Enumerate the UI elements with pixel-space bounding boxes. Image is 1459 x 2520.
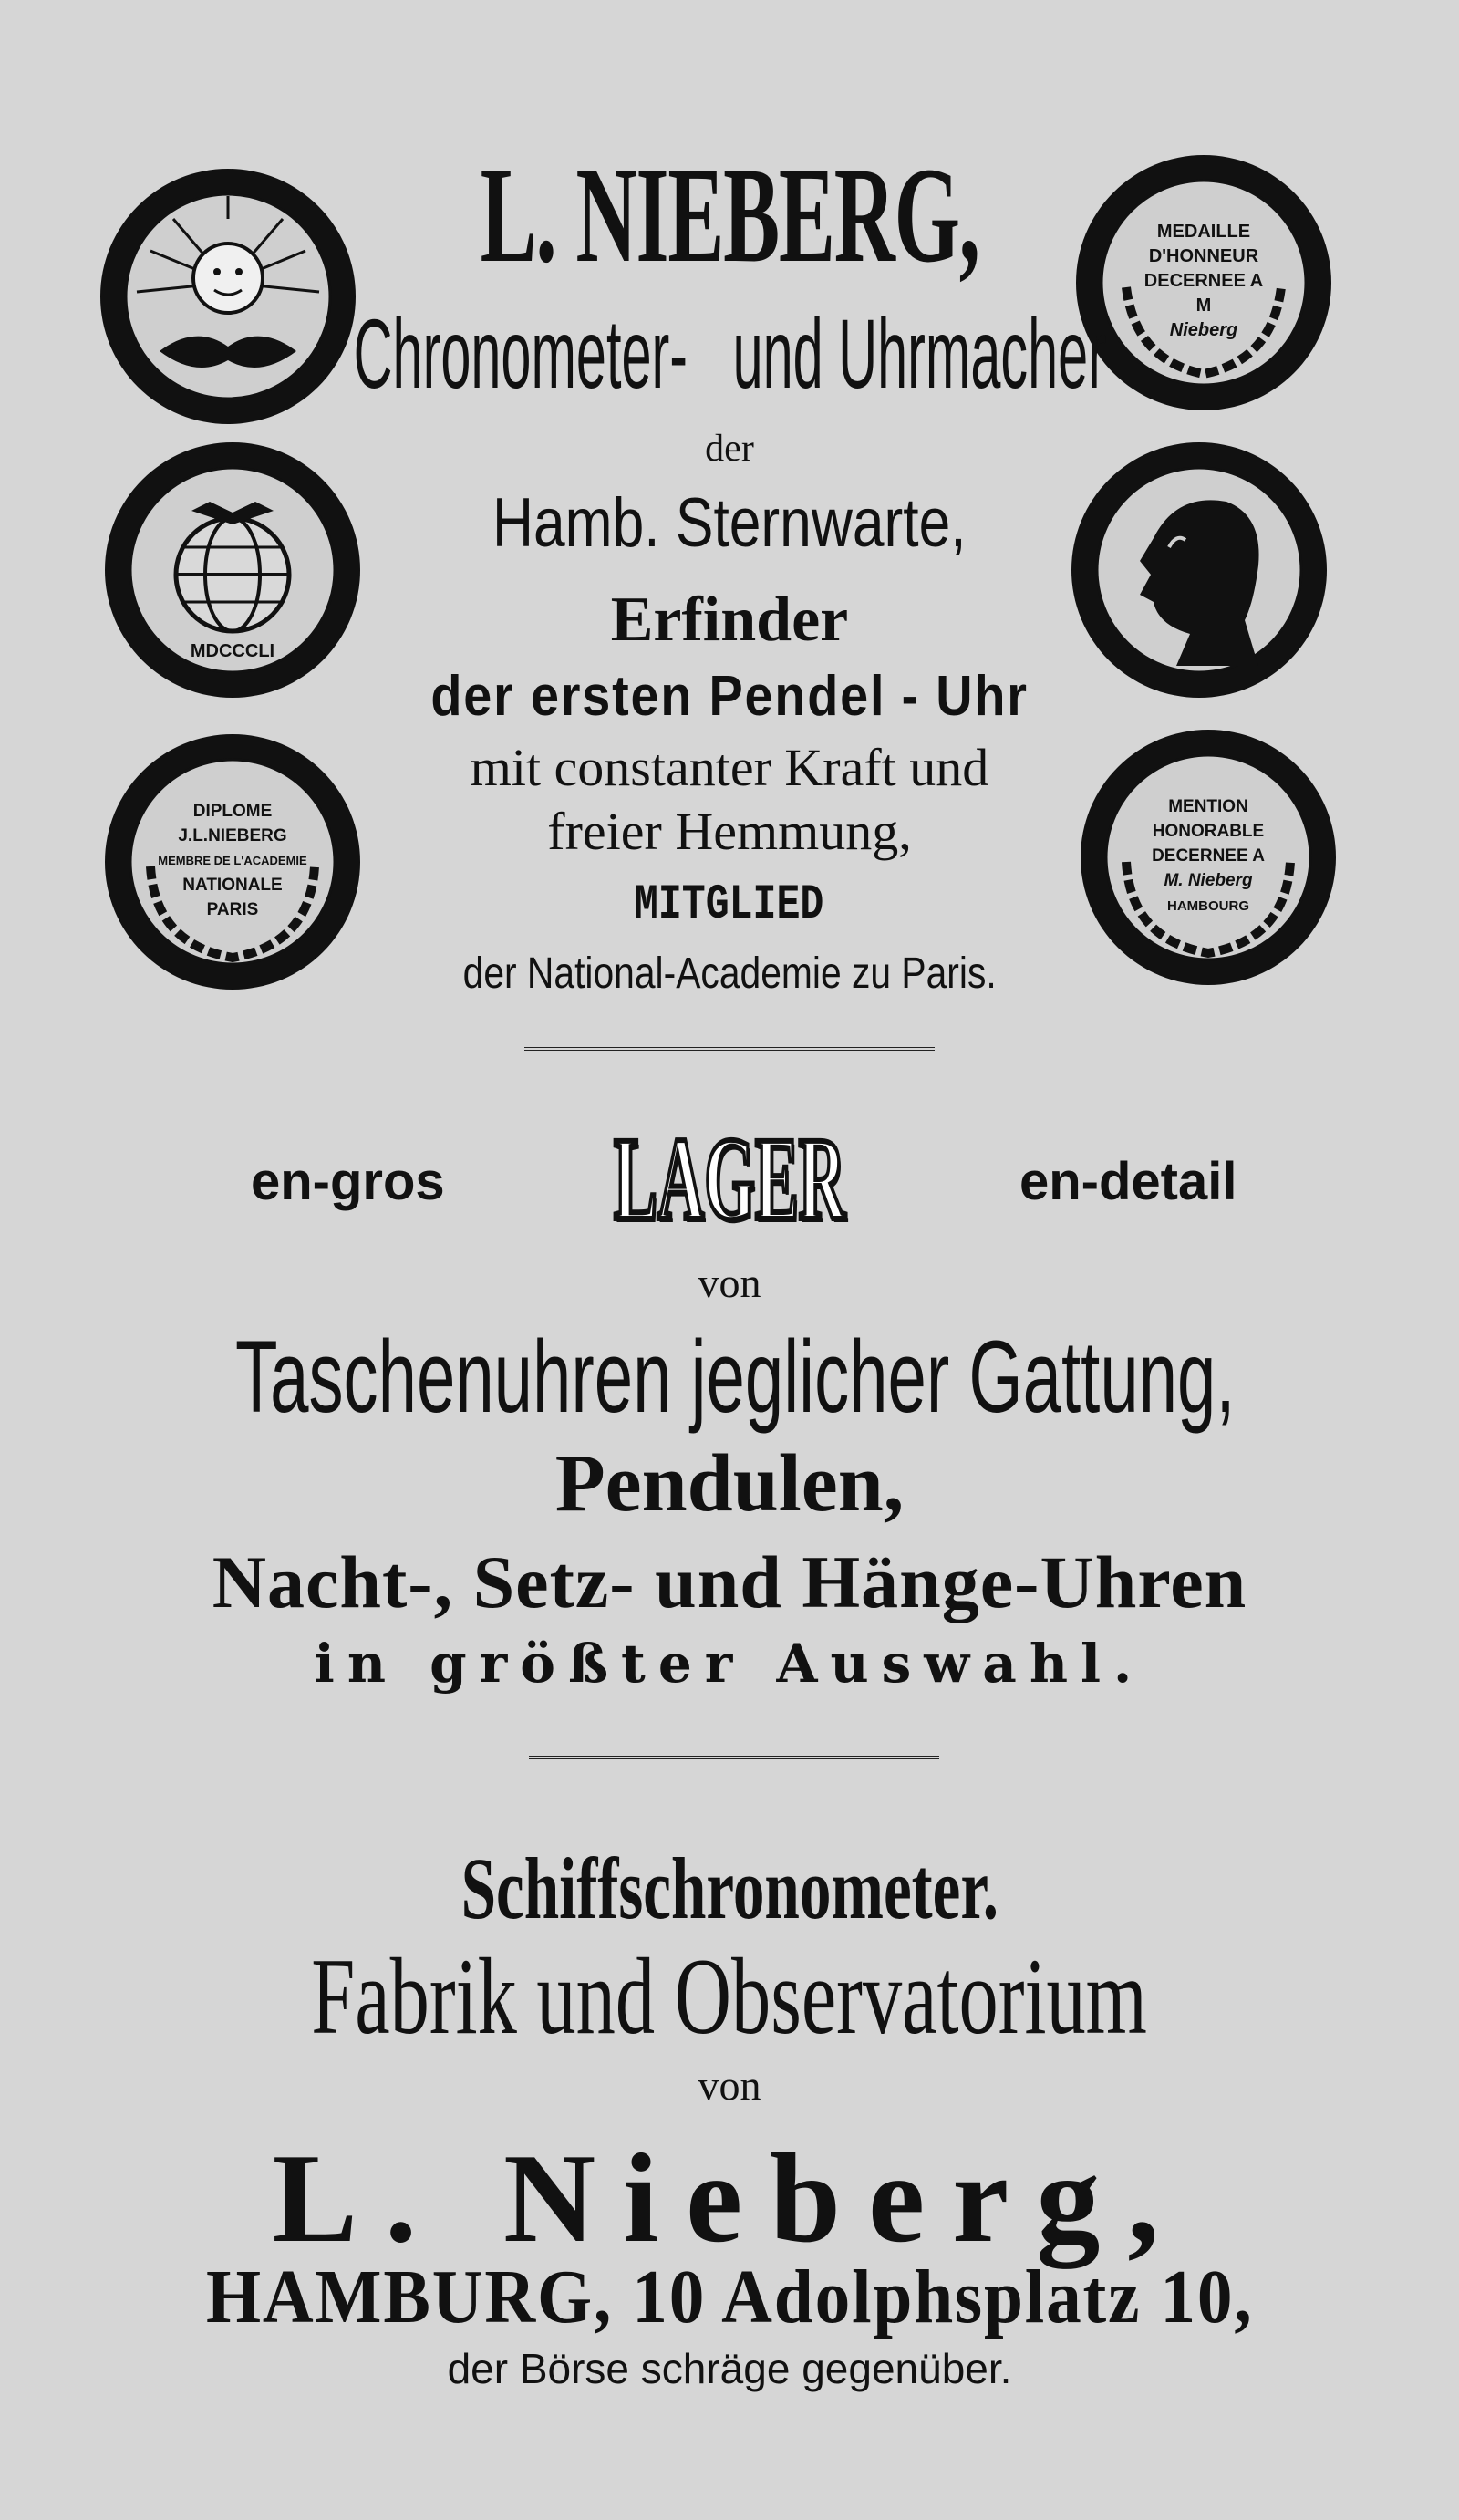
location-note: der Börse schräge gegenüber.: [447, 2345, 1012, 2392]
svg-text:MDCCCLI: MDCCCLI: [190, 641, 275, 661]
svg-text:DECERNEE A: DECERNEE A: [1152, 846, 1265, 866]
svg-text:J.L.NIEBERG: J.L.NIEBERG: [178, 826, 287, 845]
der-text: der: [705, 428, 754, 470]
schiffschronometer-heading: Schiffschronometer.: [460, 1840, 999, 1937]
firm-title: L. NIEBERG,: [480, 140, 979, 291]
en-gros-label: en-gros: [251, 1152, 445, 1211]
firm-name: L. Nieberg,: [272, 2128, 1187, 2269]
constant-text: mit constanter Kraft und: [470, 738, 989, 797]
taschenuhren-text: Taschenuhren jeglicher Gattung,: [235, 1320, 1236, 1434]
svg-text:HONORABLE: HONORABLE: [1152, 822, 1265, 841]
divider-top: [524, 1047, 935, 1051]
sternwarte-text: Hamb. Sternwarte,: [492, 484, 967, 562]
svg-text:PARIS: PARIS: [206, 900, 259, 919]
svg-text:NATIONALE: NATIONALE: [182, 876, 283, 895]
lager-heading: LAGER: [613, 1114, 846, 1245]
globe-eagle-medal-icon: [100, 438, 365, 702]
pendulen-text: Pendulen,: [554, 1438, 905, 1529]
address: HAMBURG, 10 Adolphsplatz 10,: [205, 2255, 1254, 2339]
svg-text:M: M: [1195, 296, 1212, 316]
academie-text: der National-Academie zu Paris.: [462, 949, 997, 998]
svg-text:MEMBRE DE L'ACADEMIE: MEMBRE DE L'ACADEMIE: [158, 854, 307, 867]
divider-bottom: [529, 1756, 939, 1759]
von-text-footer: von: [698, 2062, 761, 2109]
erfinder-heading: Erfinder: [610, 585, 849, 655]
von-text: von: [698, 1260, 761, 1306]
svg-text:DIPLOME: DIPLOME: [192, 802, 273, 821]
firm-subtitle: Chronometer- und Uhrmacher: [353, 298, 1106, 409]
svg-text:Nieberg: Nieberg: [1169, 320, 1238, 340]
mitglied-heading: MITGLIED: [635, 877, 824, 933]
fabrik-heading: Fabrik und Observatorium: [311, 1935, 1148, 2057]
svg-text:HAMBOURG: HAMBOURG: [1167, 898, 1249, 914]
hemmung-text: freier Hemmung,: [547, 802, 912, 861]
en-detail-label: en-detail: [1019, 1152, 1237, 1211]
svg-text:M. Nieberg: M. Nieberg: [1164, 871, 1253, 890]
prince-albert-portrait-icon: [1067, 438, 1331, 702]
svg-text:MENTION: MENTION: [1168, 797, 1248, 816]
pendel-uhr-text: der ersten Pendel - Uhr: [430, 665, 1029, 728]
auswahl-text: in größter Auswahl.: [314, 1633, 1145, 1695]
svg-text:D'HONNEUR: D'HONNEUR: [1148, 246, 1259, 266]
nacht-uhren-text: Nacht-, Setz- und Hänge-Uhren: [212, 1540, 1247, 1623]
svg-text:DECERNEE A: DECERNEE A: [1143, 271, 1264, 291]
svg-text:MEDAILLE: MEDAILLE: [1156, 222, 1251, 242]
